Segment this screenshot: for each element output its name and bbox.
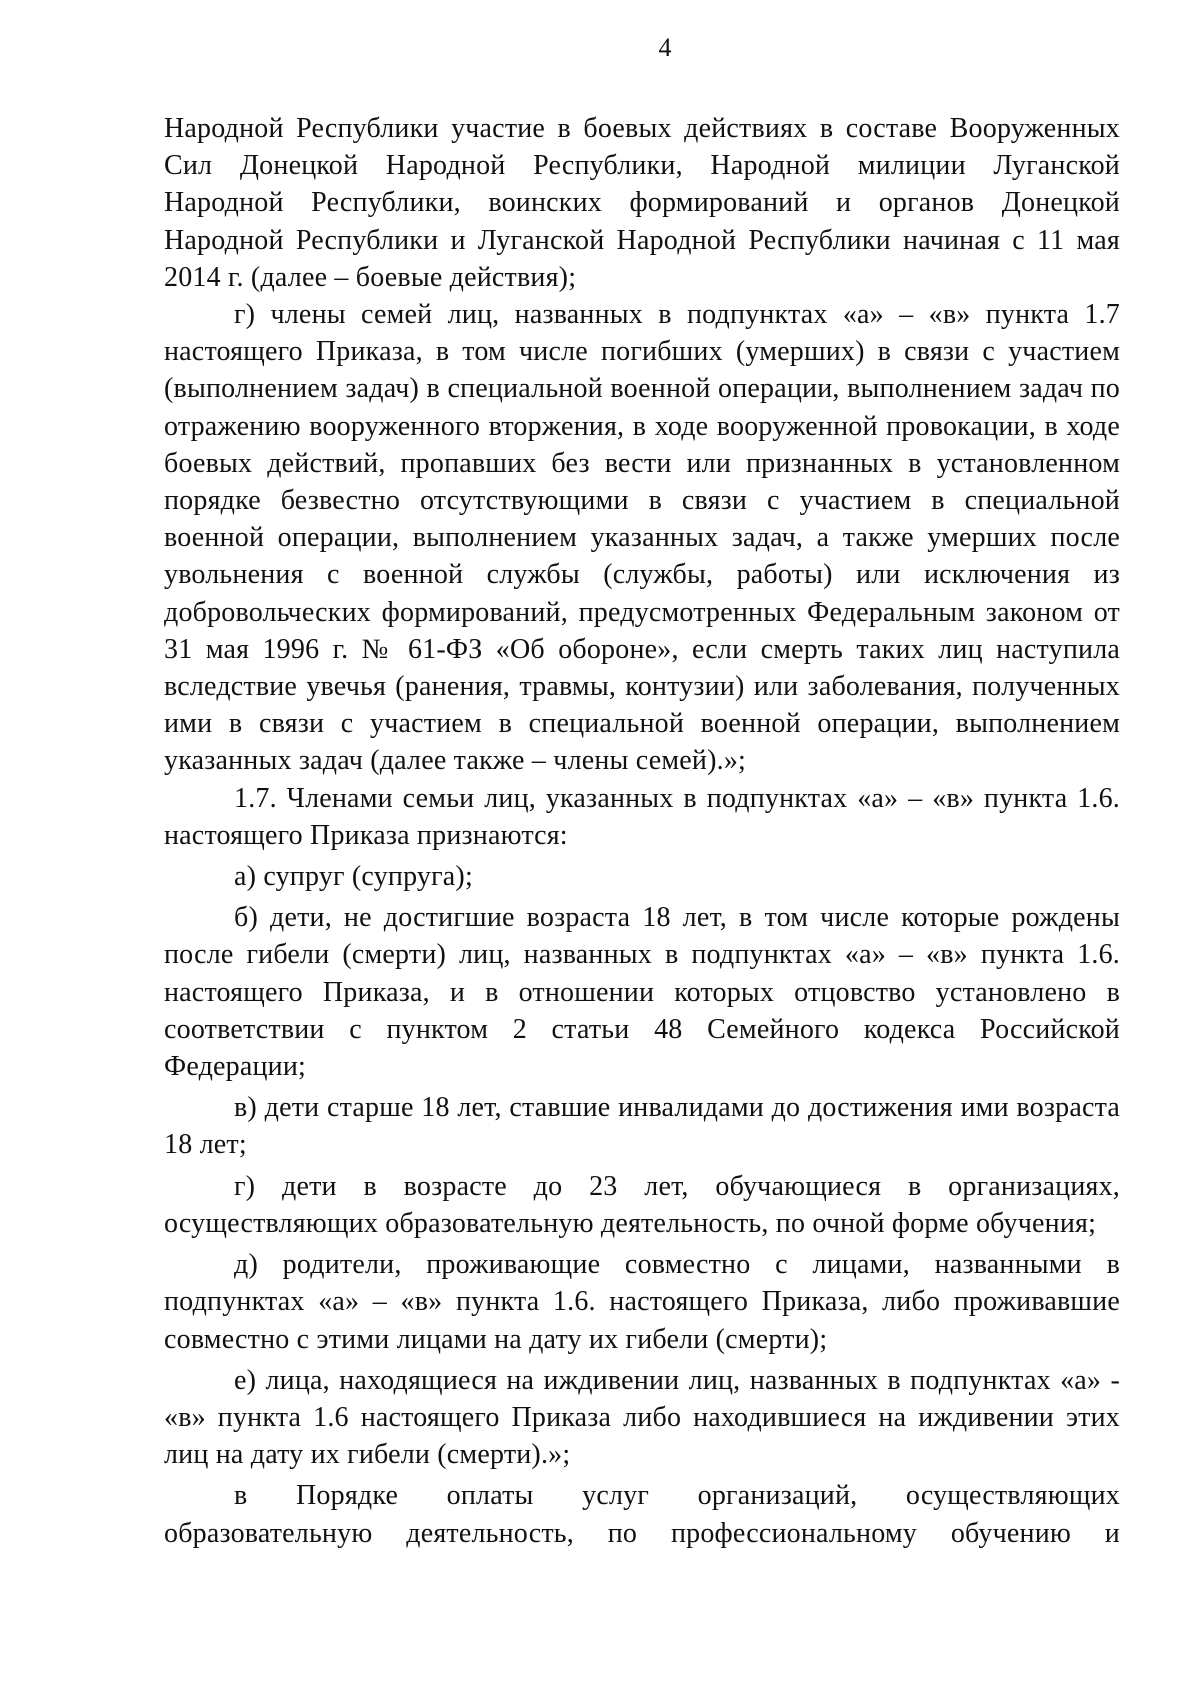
- paragraph-subitem-d-parents: д) родители, проживающие совместно с лицами, названными в подпунктах «а» – «в» пункта 1.6. настоящего Приказа, либо проживавшие совместно с этими лицами на дату их гибели (смерти);: [164, 1249, 1120, 1355]
- paragraph-subitem-g-students: г) дети в возрасте до 23 лет, обучающиеся в организациях, осуществляющих образовательную деятельность, по очной форме обучения;: [164, 1170, 1120, 1239]
- paragraph-order-of-payment: в Порядке оплаты услуг организаций, осуществляющих образовательную деятельность, по профессиональному обучению и: [164, 1480, 1120, 1549]
- paragraph-1: Народной Республики участие в боевых действиях в составе Вооруженных Сил Донецкой Народной Республики, Народной милиции Луганской Народной Республики, воинских формирований и органов Донецкой Народной Республики и Луганской Народной Республики начиная с 11 мая 2014 г. (далее – боевые действия);: [164, 113, 1120, 293]
- document-body: [164, 110, 1120, 1552]
- paragraph-subitem-v-disabled-children: в) дети старше 18 лет, ставшие инвалидами до достижения ими возраста 18 лет;: [164, 1092, 1120, 1161]
- page-number: 4: [658, 33, 672, 62]
- paragraph-subitem-a-spouse: а) супруг (супруга);: [234, 861, 473, 893]
- paragraph-subitem-e-dependents: е) лица, находящиеся на иждивении лиц, названных в подпунктах «а» - «в» пункта 1.6 настоящего Приказа либо находившиеся на иждивении этих лиц на дату их гибели (смерти).»;: [164, 1364, 1120, 1471]
- paragraph-item-1-7: 1.7. Членами семьи лиц, указанных в подпунктах «а» – «в» пункта 1.6. настоящего Приказа признаются:: [164, 782, 1120, 851]
- paragraph-subitem-b-children: б) дети, не достигшие возраста 18 лет, в том числе которые рождены после гибели (смерти) лиц, названных в подпунктах «а» – «в» пункта 1.6. настоящего Приказа, и в отношении которых отцовство установлено в соответствии с пунктом 2 статьи 48 Семейного кодекса Российской Федерации;: [164, 902, 1120, 1083]
- paragraph-subitem-g-family-members: г) члены семей лиц, названных в подпунктах «а» – «в» пункта 1.7 настоящего Приказа, в том числе погибших (умерших) в связи с участием (выполнением задач) в специальной военной операции, выполнением задач по отражению вооруженного вторжения, в ходе вооруженной провокации, в ходе боевых действий, пропавших без вести или признанных в установленном порядке безвестно отсутствующими в связи с участием в специальной военной операции, выполнением указанных задач, а также умерших после увольнения с военной службы (службы, работы) или исключения из добровольческих формирований, предусмотренных Федеральным законом от 31 мая 1996 г. № 61-ФЗ «Об обороне», если смерть таких лиц наступила вследствие увечья (ранения, травмы, контузии) или заболевания, полученных ими в связи с участием в специальной военной операции, выполнением указанных задач (далее также – члены семей).»;: [164, 299, 1120, 777]
